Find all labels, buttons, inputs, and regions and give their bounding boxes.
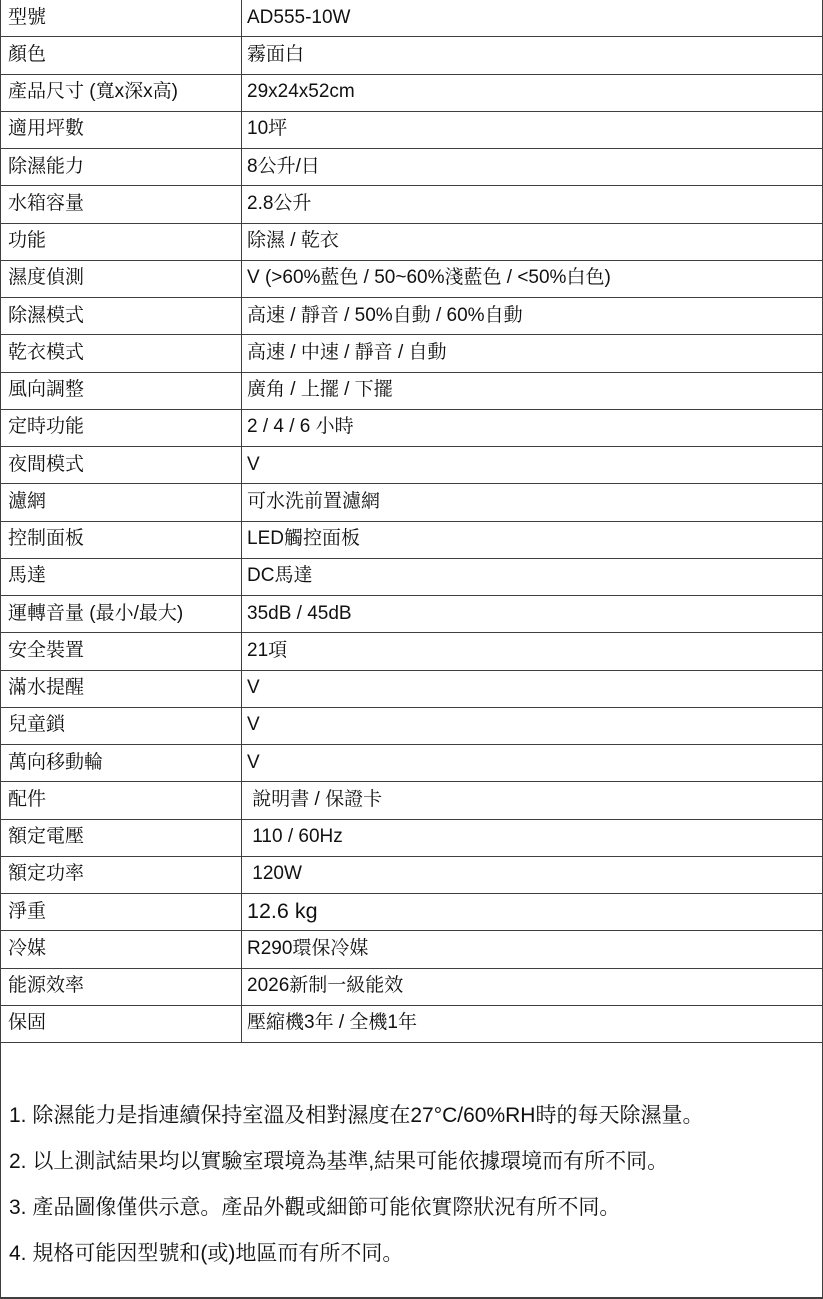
spec-label: 配件 bbox=[1, 782, 242, 818]
spec-label: 安全裝置 bbox=[1, 633, 242, 669]
spec-value: 高速 / 中速 / 靜音 / 自動 bbox=[247, 341, 447, 363]
table-row bbox=[1, 931, 822, 968]
footnote-line: 4. 規格可能因型號和(或)地區而有所不同。 bbox=[9, 1242, 404, 1265]
table-row bbox=[1, 75, 822, 112]
table-row bbox=[1, 671, 822, 708]
table-row bbox=[1, 224, 822, 261]
spec-value: 2.8公升 bbox=[247, 192, 312, 214]
spec-value: 除濕 / 乾衣 bbox=[247, 230, 339, 252]
spec-label: 額定功率 bbox=[1, 857, 242, 893]
spec-value: 12.6 kg bbox=[247, 899, 318, 924]
spec-label: 濾網 bbox=[1, 484, 242, 520]
table-row bbox=[1, 708, 822, 745]
spec-label: 除濕能力 bbox=[1, 149, 242, 185]
table-row bbox=[1, 1006, 822, 1043]
spec-value: 霧面白 bbox=[247, 43, 305, 65]
spec-label: 能源效率 bbox=[1, 969, 242, 1005]
spec-value: V bbox=[247, 453, 260, 475]
spec-value: 8公升/日 bbox=[247, 155, 320, 177]
spec-value: V bbox=[247, 751, 260, 773]
table-row bbox=[1, 820, 822, 857]
spec-value: 29x24x52cm bbox=[247, 81, 355, 103]
spec-value: V bbox=[247, 677, 260, 699]
spec-label: 淨重 bbox=[1, 894, 242, 930]
table-row bbox=[1, 484, 822, 521]
spec-value: 廣角 / 上擺 / 下擺 bbox=[247, 379, 393, 401]
table-row bbox=[1, 969, 822, 1006]
table-row bbox=[1, 335, 822, 372]
spec-label: 滿水提醒 bbox=[1, 671, 242, 707]
table-row bbox=[1, 373, 822, 410]
spec-value: 120W bbox=[247, 863, 302, 885]
spec-label: 保固 bbox=[1, 1006, 242, 1042]
spec-label: 額定電壓 bbox=[1, 820, 242, 856]
table-row bbox=[1, 633, 822, 670]
spec-label: 水箱容量 bbox=[1, 186, 242, 222]
spec-value: 說明書 / 保證卡 bbox=[247, 788, 383, 810]
spec-label: 定時功能 bbox=[1, 410, 242, 446]
spec-value: 21項 bbox=[247, 639, 288, 661]
table-row bbox=[1, 782, 822, 819]
spec-value: V bbox=[247, 714, 260, 736]
spec-label: 產品尺寸 (寬x深x高) bbox=[1, 75, 242, 111]
spec-value: 2 / 4 / 6 小時 bbox=[247, 416, 354, 438]
spec-label: 型號 bbox=[1, 0, 242, 36]
table-row bbox=[1, 447, 822, 484]
table-row bbox=[1, 857, 822, 894]
table-row bbox=[1, 261, 822, 298]
spec-table bbox=[1, 0, 822, 1043]
spec-value: 壓縮機3年 / 全機1年 bbox=[247, 1012, 417, 1034]
footnote-line: 3. 產品圖像僅供示意。產品外觀或細節可能依實際狀況有所不同。 bbox=[9, 1196, 621, 1219]
table-row bbox=[1, 298, 822, 335]
spec-value: 2026新制一級能效 bbox=[247, 975, 404, 997]
spec-value: R290環保冷媒 bbox=[247, 937, 369, 959]
spec-label: 乾衣模式 bbox=[1, 335, 242, 371]
spec-label: 冷媒 bbox=[1, 931, 242, 967]
spec-value: AD555-10W bbox=[247, 6, 351, 28]
spec-label: 功能 bbox=[1, 224, 242, 260]
table-row bbox=[1, 894, 822, 931]
spec-value: DC馬達 bbox=[247, 565, 313, 587]
table-row bbox=[1, 745, 822, 782]
spec-label: 顏色 bbox=[1, 37, 242, 73]
spec-value: LED觸控面板 bbox=[247, 528, 360, 550]
table-row bbox=[1, 37, 822, 74]
spec-label: 馬達 bbox=[1, 559, 242, 595]
table-row bbox=[1, 410, 822, 447]
table-row bbox=[1, 596, 822, 633]
spec-label: 風向調整 bbox=[1, 373, 242, 409]
table-row bbox=[1, 522, 822, 559]
footnotes bbox=[1, 1043, 822, 1297]
spec-value: V (>60%藍色 / 50~60%淺藍色 / <50%白色) bbox=[247, 267, 611, 289]
spec-label: 濕度偵測 bbox=[1, 261, 242, 297]
spec-label: 兒童鎖 bbox=[1, 708, 242, 744]
spec-label: 夜間模式 bbox=[1, 447, 242, 483]
footnote-line: 1. 除濕能力是指連續保持室溫及相對濕度在27°C/60%RH時的每天除濕量。 bbox=[9, 1104, 704, 1127]
spec-value: 10坪 bbox=[247, 118, 288, 140]
spec-value: 可水洗前置濾網 bbox=[247, 490, 381, 512]
spec-label: 除濕模式 bbox=[1, 298, 242, 334]
spec-value: 高速 / 靜音 / 50%自動 / 60%自動 bbox=[247, 304, 523, 326]
table-row bbox=[1, 0, 822, 37]
table-row bbox=[1, 186, 822, 223]
spec-value: 110 / 60Hz bbox=[247, 826, 343, 848]
spec-label: 萬向移動輪 bbox=[1, 745, 242, 781]
footnote-line: 2. 以上測試結果均以實驗室環境為基準,結果可能依據環境而有所不同。 bbox=[9, 1150, 669, 1173]
spec-label: 控制面板 bbox=[1, 522, 242, 558]
table-row bbox=[1, 112, 822, 149]
table-row bbox=[1, 559, 822, 596]
spec-label: 運轉音量 (最小/最大) bbox=[1, 596, 242, 632]
spec-value: 35dB / 45dB bbox=[247, 602, 352, 624]
table-row bbox=[1, 149, 822, 186]
spec-label: 適用坪數 bbox=[1, 112, 242, 148]
